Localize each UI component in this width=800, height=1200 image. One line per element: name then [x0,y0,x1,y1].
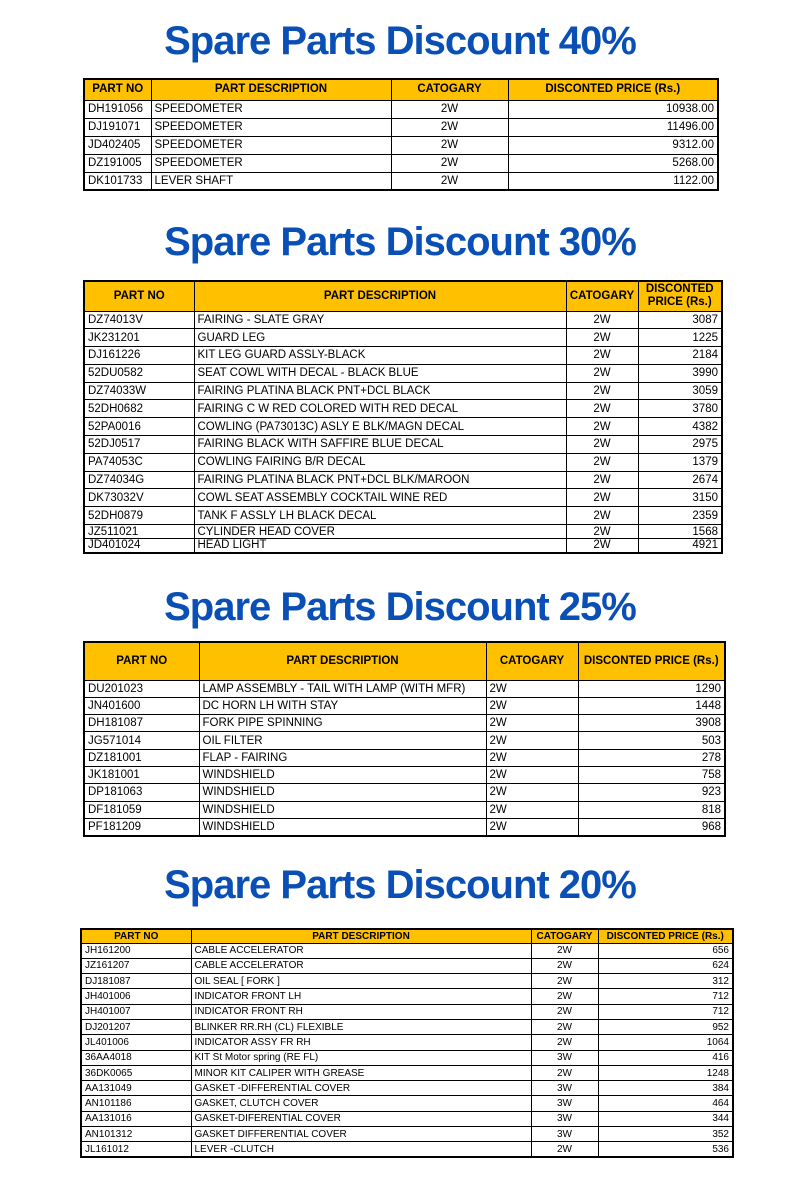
parts-table-30 [83,280,723,554]
cell-price: 5268.00 [508,154,718,172]
cell-part-description: HEAD LIGHT [194,539,566,553]
cell-category: 2W [531,958,598,973]
cell-part-no: DH191056 [84,100,151,118]
cell-category: 3W [531,1081,598,1096]
cell-category: 2W [391,154,508,172]
table-row [84,100,718,118]
cell-part-description: WINDSHIELD [199,766,486,783]
cell-part-no: JD402405 [84,136,151,154]
cell-part-no: 52DH0879 [84,507,194,525]
cell-part-no: JH401007 [81,1004,191,1019]
cell-part-description: GASKET-DIFERENTIAL COVER [191,1111,531,1126]
cell-category: 2W [566,311,638,329]
cell-part-description: COWL SEAT ASSEMBLY COCKTAIL WINE RED [194,489,566,507]
cell-part-description: TANK F ASSLY LH BLACK DECAL [194,507,566,525]
cell-part-description: SPEEDOMETER [151,154,391,172]
cell-part-no: DH181087 [84,715,199,732]
table-row [84,172,718,190]
cell-price: 9312.00 [508,136,718,154]
cell-part-description: FAIRING C W RED COLORED WITH RED DECAL [194,400,566,418]
cell-category: 2W [391,100,508,118]
cell-price: 2184 [638,347,722,365]
cell-price: 2359 [638,507,722,525]
table-row [81,958,733,973]
cell-price: 4921 [638,539,722,553]
cell-category: 2W [566,436,638,454]
cell-part-no: DJ181087 [81,974,191,989]
header-part-description: PART DESCRIPTION [194,281,566,311]
cell-price: 3990 [638,364,722,382]
cell-part-no: DK101733 [84,172,151,190]
section-heading-30: Spare Parts Discount 30% [164,220,636,264]
cell-category: 2W [531,974,598,989]
cell-price: 10938.00 [508,100,718,118]
cell-price: 416 [598,1050,733,1065]
cell-category: 2W [391,136,508,154]
cell-price: 1290 [578,680,725,697]
cell-part-description: OIL SEAL [ FORK ] [191,974,531,989]
cell-category: 2W [486,732,578,749]
header-category: CATOGARY [391,79,508,100]
header-price: DISCONTED PRICE (Rs.) [598,929,733,943]
cell-part-no: PA74053C [84,453,194,471]
table-header-row [84,642,725,680]
cell-price: 1225 [638,329,722,347]
cell-part-description: OIL FILTER [199,732,486,749]
cell-part-no: DZ74034G [84,471,194,489]
cell-price: 3908 [578,715,725,732]
header-category: CATOGARY [566,281,638,311]
cell-category: 2W [566,347,638,365]
header-part-description: PART DESCRIPTION [191,929,531,943]
cell-part-description: GASKET -DIFFERENTIAL COVER [191,1081,531,1096]
cell-part-no: JN401600 [84,697,199,714]
cell-category: 2W [486,680,578,697]
cell-category: 2W [531,1019,598,1034]
cell-part-no: JH401006 [81,989,191,1004]
cell-price: 818 [578,801,725,818]
cell-part-no: JZ511021 [84,525,194,539]
table-row [84,382,722,400]
header-price: DISCONTED PRICE (Rs.) [508,79,718,100]
table-row [84,507,722,525]
cell-part-description: GASKET, CLUTCH COVER [191,1096,531,1111]
cell-price: 312 [598,974,733,989]
table-row [84,489,722,507]
table-row [81,1127,733,1142]
cell-part-no: AA131049 [81,1081,191,1096]
cell-part-no: JK231201 [84,329,194,347]
cell-part-no: JL161012 [81,1142,191,1157]
cell-part-no: 52PA0016 [84,418,194,436]
cell-part-description: GASKET DIFFERENTIAL COVER [191,1127,531,1142]
cell-part-description: DC HORN LH WITH STAY [199,697,486,714]
table-header-row [84,281,722,311]
table-row [84,680,725,697]
table-row [84,311,722,329]
cell-price: 3780 [638,400,722,418]
cell-category: 2W [531,1142,598,1157]
cell-category: 2W [531,1035,598,1050]
table-row [84,347,722,365]
cell-part-description: SEAT COWL WITH DECAL - BLACK BLUE [194,364,566,382]
table-row [84,784,725,801]
cell-price: 3150 [638,489,722,507]
table-row [81,1096,733,1111]
table-row [84,801,725,818]
cell-category: 2W [391,172,508,190]
cell-category: 2W [566,418,638,436]
table-row [84,715,725,732]
table-header-row [81,929,733,943]
cell-price: 11496.00 [508,118,718,136]
cell-part-description: FORK PIPE SPINNING [199,715,486,732]
cell-part-no: DZ181001 [84,749,199,766]
cell-part-description: SPEEDOMETER [151,118,391,136]
cell-part-description: KIT LEG GUARD ASSLY-BLACK [194,347,566,365]
table-header-row [84,79,718,100]
cell-category: 2W [566,525,638,539]
cell-price: 1064 [598,1035,733,1050]
cell-part-description: SPEEDOMETER [151,136,391,154]
table-row [84,766,725,783]
cell-price: 656 [598,943,733,958]
cell-price: 384 [598,1081,733,1096]
header-part-description: PART DESCRIPTION [199,642,486,680]
cell-part-description: MINOR KIT CALIPER WITH GREASE [191,1065,531,1080]
cell-price: 2674 [638,471,722,489]
cell-category: 2W [566,364,638,382]
table-row [84,818,725,835]
cell-part-description: LEVER SHAFT [151,172,391,190]
cell-part-no: JG571014 [84,732,199,749]
header-price: DISCONTED PRICE (Rs.) [638,281,722,311]
cell-category: 2W [531,1065,598,1080]
table-row [84,154,718,172]
cell-part-description: INDICATOR FRONT RH [191,1004,531,1019]
cell-part-description: COWLING (PA73013C) ASLY E BLK/MAGN DECAL [194,418,566,436]
cell-category: 2W [531,943,598,958]
cell-price: 503 [578,732,725,749]
cell-part-description: FAIRING PLATINA BLACK PNT+DCL BLK/MAROON [194,471,566,489]
cell-part-no: DZ74013V [84,311,194,329]
table-row [84,732,725,749]
cell-part-description: INDICATOR FRONT LH [191,989,531,1004]
table-row [84,118,718,136]
cell-part-no: DF181059 [84,801,199,818]
cell-part-description: WINDSHIELD [199,784,486,801]
cell-price: 464 [598,1096,733,1111]
cell-category: 2W [486,697,578,714]
cell-category: 3W [531,1050,598,1065]
cell-category: 2W [566,539,638,553]
header-part-no: PART NO [84,281,194,311]
table-row [84,525,722,539]
header-part-no: PART NO [81,929,191,943]
parts-table-40 [83,78,719,191]
table-row [81,1111,733,1126]
cell-part-description: COWLING FAIRING B/R DECAL [194,453,566,471]
cell-category: 2W [391,118,508,136]
cell-price: 624 [598,958,733,973]
cell-category: 2W [566,453,638,471]
cell-category: 2W [566,400,638,418]
cell-part-no: JK181001 [84,766,199,783]
cell-part-no: JL401006 [81,1035,191,1050]
table-row [84,471,722,489]
cell-category: 2W [486,818,578,835]
cell-part-no: DZ74033W [84,382,194,400]
cell-part-no: DZ191005 [84,154,151,172]
cell-part-no: 36DK0065 [81,1065,191,1080]
cell-part-description: CABLE ACCELERATOR [191,958,531,973]
cell-part-description: BLINKER RR.RH (CL) FLEXIBLE [191,1019,531,1034]
cell-part-no: AN101312 [81,1127,191,1142]
cell-part-description: CABLE ACCELERATOR [191,943,531,958]
cell-category: 2W [531,1004,598,1019]
cell-category: 2W [566,329,638,347]
cell-part-description: INDICATOR ASSY FR RH [191,1035,531,1050]
table-row [81,1050,733,1065]
section-heading-40: Spare Parts Discount 40% [164,19,636,63]
cell-part-description: LAMP ASSEMBLY - TAIL WITH LAMP (WITH MFR) [199,680,486,697]
cell-part-description: LEVER -CLUTCH [191,1142,531,1157]
cell-price: 968 [578,818,725,835]
table-row [81,1065,733,1080]
cell-part-description: FAIRING - SLATE GRAY [194,311,566,329]
cell-price: 1379 [638,453,722,471]
cell-part-description: WINDSHIELD [199,818,486,835]
table-row [84,697,725,714]
cell-category: 2W [566,489,638,507]
parts-table-25 [83,641,726,837]
header-part-no: PART NO [84,79,151,100]
header-category: CATOGARY [531,929,598,943]
cell-price: 758 [578,766,725,783]
cell-category: 2W [566,382,638,400]
cell-price: 344 [598,1111,733,1126]
table-row [84,136,718,154]
cell-part-no: JD401024 [84,539,194,553]
cell-price: 712 [598,1004,733,1019]
header-part-description: PART DESCRIPTION [151,79,391,100]
table-row [81,1019,733,1034]
cell-part-description: FLAP - FAIRING [199,749,486,766]
cell-part-no: DU201023 [84,680,199,697]
cell-category: 3W [531,1096,598,1111]
cell-category: 2W [486,784,578,801]
cell-part-no: JZ161207 [81,958,191,973]
table-row [81,1142,733,1157]
table-row [81,1035,733,1050]
table-row [84,749,725,766]
table-row [81,1081,733,1096]
cell-category: 2W [486,801,578,818]
cell-part-no: 52DH0682 [84,400,194,418]
table-row [84,400,722,418]
cell-price: 1568 [638,525,722,539]
cell-category: 2W [486,766,578,783]
cell-category: 2W [486,715,578,732]
cell-part-description: GUARD LEG [194,329,566,347]
table-row [81,1004,733,1019]
cell-part-no: DJ201207 [81,1019,191,1034]
cell-part-no: DP181063 [84,784,199,801]
cell-part-no: PF181209 [84,818,199,835]
cell-part-no: 52DU0582 [84,364,194,382]
cell-part-description: FAIRING BLACK WITH SAFFIRE BLUE DECAL [194,436,566,454]
cell-price: 1122.00 [508,172,718,190]
parts-table-20 [80,928,734,1158]
table-row [84,436,722,454]
cell-part-no: DJ191071 [84,118,151,136]
table-row [84,418,722,436]
cell-price: 536 [598,1142,733,1157]
cell-category: 2W [531,989,598,1004]
cell-price: 1248 [598,1065,733,1080]
table-row [81,943,733,958]
table-row [84,539,722,553]
cell-part-description: FAIRING PLATINA BLACK PNT+DCL BLACK [194,382,566,400]
cell-price: 1448 [578,697,725,714]
cell-price: 952 [598,1019,733,1034]
table-row [84,329,722,347]
cell-price: 923 [578,784,725,801]
table-row [84,364,722,382]
cell-price: 2975 [638,436,722,454]
cell-part-no: 36AA4018 [81,1050,191,1065]
header-price: DISCONTED PRICE (Rs.) [578,642,725,680]
cell-part-no: AA131016 [81,1111,191,1126]
cell-part-no: 52DJ0517 [84,436,194,454]
header-category: CATOGARY [486,642,578,680]
cell-category: 2W [486,749,578,766]
cell-category: 3W [531,1127,598,1142]
cell-part-no: DK73032V [84,489,194,507]
section-heading-25: Spare Parts Discount 25% [164,585,636,629]
cell-category: 2W [566,471,638,489]
cell-price: 712 [598,989,733,1004]
cell-part-no: JH161200 [81,943,191,958]
cell-part-description: CYLINDER HEAD COVER [194,525,566,539]
cell-price: 352 [598,1127,733,1142]
cell-category: 2W [566,507,638,525]
cell-part-description: SPEEDOMETER [151,100,391,118]
cell-price: 278 [578,749,725,766]
cell-category: 3W [531,1111,598,1126]
cell-part-description: KIT St Motor spring (RE FL) [191,1050,531,1065]
section-heading-20: Spare Parts Discount 20% [164,863,636,907]
cell-part-no: AN101186 [81,1096,191,1111]
table-row [81,989,733,1004]
table-row [81,974,733,989]
cell-price: 4382 [638,418,722,436]
cell-part-no: DJ161226 [84,347,194,365]
cell-price: 3059 [638,382,722,400]
table-row [84,453,722,471]
cell-part-description: WINDSHIELD [199,801,486,818]
cell-price: 3087 [638,311,722,329]
header-part-no: PART NO [84,642,199,680]
